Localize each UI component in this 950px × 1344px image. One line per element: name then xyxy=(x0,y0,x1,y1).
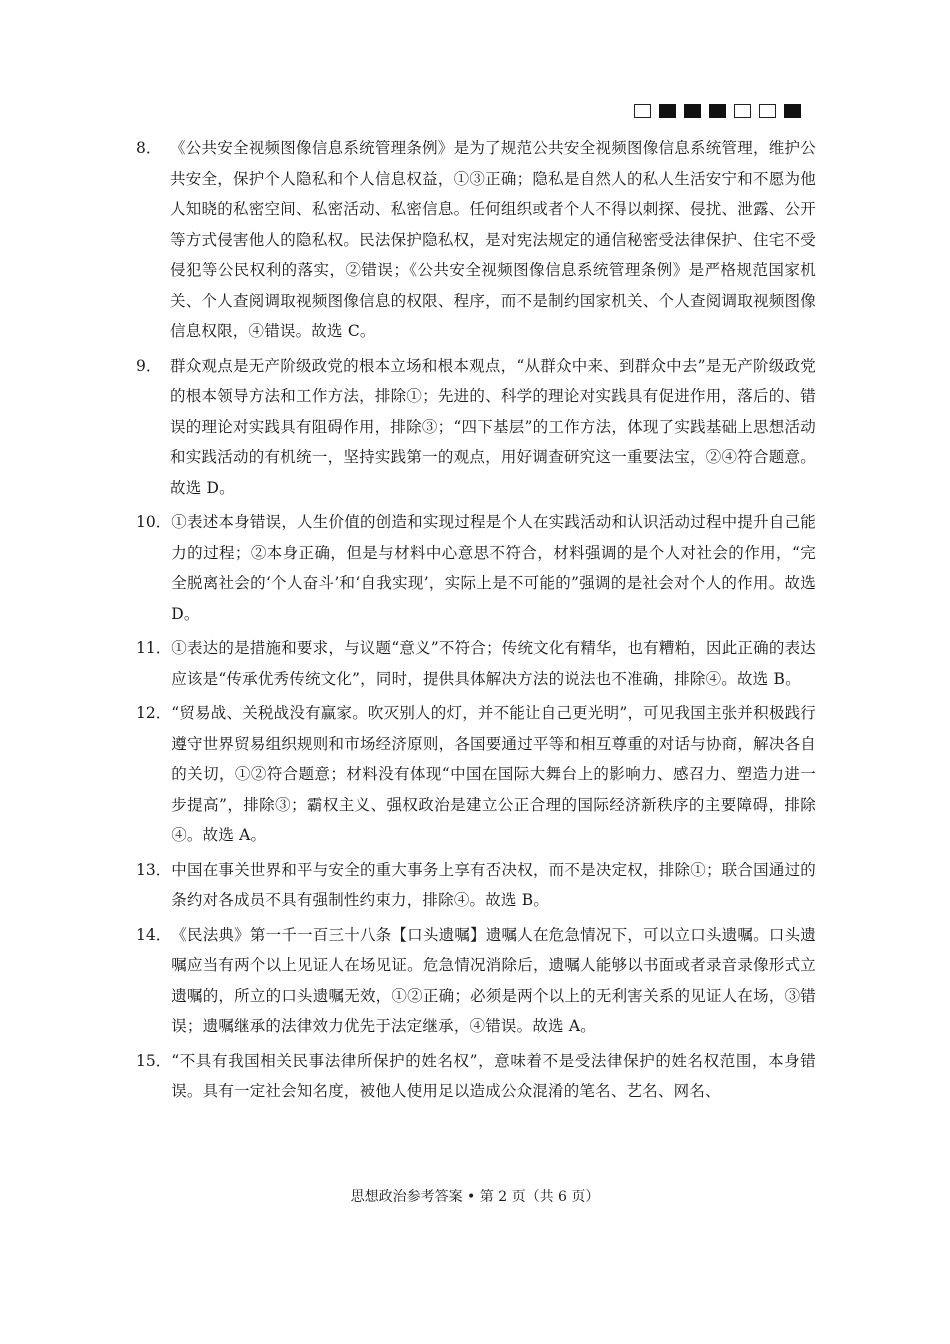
item-number: 8． xyxy=(136,139,162,157)
filled-square-mark xyxy=(709,104,726,118)
page-footer: 思想政治参考答案 • 第 2 页（共 6 页） xyxy=(350,1189,600,1205)
filled-square-mark xyxy=(784,104,801,118)
empty-square-mark xyxy=(734,104,751,118)
empty-square-mark xyxy=(759,104,776,118)
answer-item-13 xyxy=(136,855,816,916)
item-number: 10． xyxy=(136,513,172,531)
item-number: 15． xyxy=(136,1051,172,1070)
item-number: 11． xyxy=(136,639,172,657)
filled-square-mark xyxy=(684,104,701,118)
item-text: 中国在事关世界和平与安全的重大事务上享有否决权，而不是决定权，排除①；联合国通过的条约对各成员不具有强制性约束力，排除④。故选 B。 xyxy=(171,860,816,909)
item-text: ①表达的是措施和要求，与议题“意义”不符合；传统文化有精华，也有糟粕，因此正确的表达应该是“传承优秀传统文化”，同时，提供具体解决方法的说法也不准确，排除④。故选 B。 xyxy=(171,639,816,688)
answer-item-9 xyxy=(136,351,816,504)
answer-item-11 xyxy=(136,633,816,694)
answer-item-10 xyxy=(136,507,816,629)
answer-item-8 xyxy=(136,133,816,347)
item-number: 9． xyxy=(136,356,162,375)
header-marks xyxy=(634,104,801,118)
answer-item-12 xyxy=(136,698,816,851)
filled-square-mark xyxy=(659,104,676,118)
answer-list xyxy=(136,133,816,1111)
item-text: ①表述本身错误，人生价值的创造和实现过程是个人在实践活动和认识活动过程中提升自己能力的过程；②本身正确，但是与材料中心意思不符合，材料强调的是个人对社会的作用，“完全脱离社会的‘个人奋斗’和‘自我实现’，实际上是不可能的”强调的是社会对个人的作用。故选 D。 xyxy=(171,513,816,623)
item-number: 12． xyxy=(136,704,172,722)
answer-item-15 xyxy=(136,1046,816,1107)
empty-square-mark xyxy=(634,104,651,118)
item-number: 13． xyxy=(136,860,172,879)
answer-item-14 xyxy=(136,920,816,1042)
item-number: 14． xyxy=(136,925,172,944)
item-text: 群众观点是无产阶级政党的根本立场和根本观点，“从群众中来、到群众中去”是无产阶级政党的根本领导方法和工作方法，排除①；先进的、科学的理论对实践具有促进作用，落后的、错误的理论对实践具有阻碍作用，排除③；“四下基层”的工作方法，体现了实践基础上思想活动和实践活动的有机统一，坚持实践第一的观点，用好调查研究这一重要法宝，②④符合题意。故选 D。 xyxy=(170,356,816,497)
item-text: 《公共安全视频图像信息系统管理条例》是为了规范公共安全视频图像信息系统管理，维护公共安全，保护个人隐私和个人信息权益，①③正确；隐私是自然人的私人生活安宁和不愿为他人知晓的私密空间、私密活动、私密信息。任何组织或者个人不得以刺探、侵扰、泄露、公开等方式侵害他人的隐私权。民法保护隐私权，是对宪法规定的通信秘密受法律保护、住宅不受侵犯等公民权利的落实，②错误；《公共安全视频图像信息系统管理条例》是严格规范国家机关、个人查阅调取视频图像信息的权限、程序，而不是制约国家机关、个人查阅调取视频图像信息权限，④错误。故选 C。 xyxy=(170,139,816,340)
item-text: 《民法典》第一千一百三十八条【口头遗嘱】遗嘱人在危急情况下，可以立口头遗嘱。口头遗嘱应当有两个以上见证人在场见证。危急情况消除后，遗嘱人能够以书面或者录音录像形式立遗嘱的，所立的口头遗嘱无效，①②正确；必须是两个以上的无利害关系的见证人在场，③错误；遗嘱继承的法律效力优先于法定继承，④错误。故选 A。 xyxy=(171,925,816,1035)
item-text: “不具有我国相关民事法律所保护的姓名权”，意味着不是受法律保护的姓名权范围，本身错误。具有一定社会知名度，被他人使用足以造成公众混淆的笔名、艺名、网名、 xyxy=(171,1051,816,1100)
item-text: “贸易战、关税战没有赢家。吹灭别人的灯，并不能让自己更光明”，可见我国主张并积极践行遵守世界贸易组织规则和市场经济原则，各国要通过平等和相互尊重的对话与协商，解决各自的关切，①②符合题意；材料没有体现“中国在国际大舞台上的影响力、感召力、塑造力进一步提高”，排除③；霸权主义、强权政治是建立公正合理的国际经济新秩序的主要障碍，排除④。故选 A。 xyxy=(171,704,816,844)
